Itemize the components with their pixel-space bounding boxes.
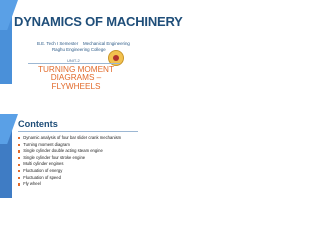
semester-label: B.E. Tech I Semester (37, 41, 79, 46)
department-label: Mechanical Engineering (83, 41, 130, 46)
bullet-icon (18, 150, 20, 152)
list-item-label: Single cylinder four stroke engine (23, 154, 86, 160)
list-item (18, 175, 121, 182)
list-item (18, 135, 121, 142)
list-item (18, 155, 121, 162)
college-logo-icon (108, 50, 124, 66)
title-slide[interactable] (0, 0, 183, 91)
bullet-icon (18, 170, 20, 172)
bullet-icon (18, 137, 20, 139)
list-item (18, 148, 121, 155)
slide-title: DYNAMICS OF MACHINERY (14, 14, 183, 29)
list-item (18, 181, 121, 188)
list-item (18, 161, 121, 168)
list-item-label: Single cylinder double acting steam engine (23, 148, 103, 154)
subtitle-line-1: TURNING MOMENT (38, 65, 114, 74)
divider (28, 63, 120, 64)
bullet-icon (18, 177, 20, 179)
contents-slide[interactable] (0, 114, 149, 198)
list-item-label: Fluctuation of speed (23, 174, 61, 180)
bullet-icon (18, 144, 20, 146)
list-item-label: Turning moment diagram (23, 141, 70, 147)
slide-subtitle (30, 66, 122, 91)
list-item-label: Multi cylinder engines (23, 161, 64, 167)
list-item (18, 168, 121, 175)
bullet-icon (18, 157, 20, 159)
list-item-label: Fly wheel (23, 181, 41, 187)
logo-emblem-icon (113, 55, 119, 61)
subtitle-line-2: DIAGRAMS – FLYWHEELS (50, 73, 102, 91)
contents-list (18, 135, 121, 188)
unit-label: UNIT-2 (67, 58, 80, 63)
bullet-icon (18, 164, 20, 166)
list-item-label: Dynamic analysis of four bar slider crank mechanism (23, 135, 122, 140)
contents-title: Contents (18, 119, 58, 129)
college-label: Raghu Engineering College (52, 47, 106, 52)
list-item-label: Fluctuation of energy (23, 167, 63, 173)
divider (18, 131, 138, 132)
list-item (18, 142, 121, 149)
bullet-icon (18, 183, 20, 185)
